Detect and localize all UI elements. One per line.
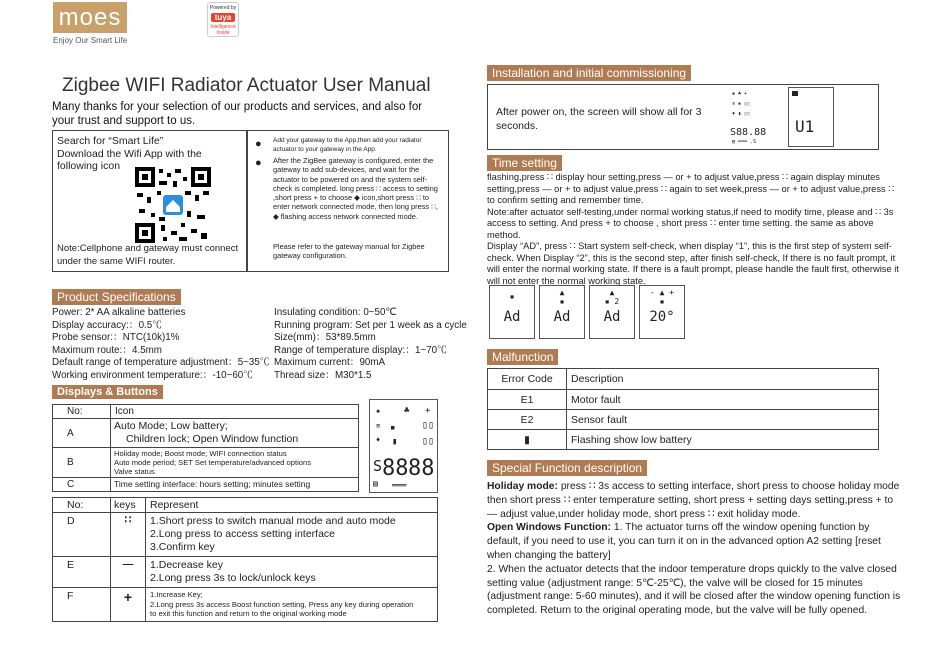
svg-text:S88.88: S88.88: [730, 127, 767, 138]
icon-row-line: Holiday mode; Boost mode; WIFI connection status: [114, 449, 287, 458]
time-setting-para: Display “AD”, press ∷ Start system self-check, when display “1”, this is the first step of system self-check. When Display “2”, this is the second step, after finish self-check, If there is no fault prompt, it will enter the normal working state. If there is a fault prompt, please handle the fault first, otherwise it will not enter the normal working state.: [487, 241, 899, 286]
spec-item: Running program: Set per 1 week as a cycle: [274, 319, 467, 331]
plus-key-icon: +: [111, 588, 146, 622]
holiday-mode-label: Holiday mode:: [487, 481, 558, 492]
malfunction-header: Malfunction: [487, 349, 558, 365]
bullet-dot-icon: ●: [255, 157, 262, 169]
svg-text:≋ ▪ ▯▯: ≋ ▪ ▯▯: [732, 101, 751, 107]
intro-text: Many thanks for your selection of our products and services, and also for your trust and support to us.: [52, 101, 423, 127]
svg-text:≋: ≋: [376, 422, 381, 430]
error-code: E1: [488, 390, 567, 410]
lcd-selfcheck-diagram: [539, 285, 585, 339]
icon-row-content: [111, 448, 359, 478]
svg-text:▪: ▪: [376, 407, 381, 415]
key-desc-line: 2.Long press to access setting interface: [150, 528, 336, 540]
time-setting-header: Time setting: [487, 155, 562, 171]
key-row-no: F: [53, 588, 111, 622]
keys-header-no: No:: [53, 498, 111, 513]
spec-item: Maximum current：90mA: [274, 357, 386, 369]
app-search-text: Search for “Smart Life”: [57, 135, 164, 147]
svg-text:+: +: [425, 406, 431, 416]
error-description: Motor fault: [567, 390, 879, 410]
installation-header: Installation and initial commissioning: [487, 65, 691, 81]
svg-text:▤: ▤: [373, 479, 378, 488]
battery-icon: ▮: [488, 430, 567, 450]
lcd-indicator-icon: ▲ ▪: [559, 288, 565, 306]
gateway-bullet-3: Please refer to the gateway manual for Zigbee gateway configuration.: [273, 242, 425, 261]
app-note-text: Note:Cellphone and gateway must connect under the same WIFI router.: [57, 243, 239, 267]
open-window-label: Open Windows Function:: [487, 522, 612, 534]
lcd-version-diagram: [788, 87, 834, 147]
svg-text:▪ ♣ +: ▪ ♣ +: [732, 91, 748, 97]
key-row-desc: [146, 557, 438, 588]
key-row-no: D: [53, 513, 111, 557]
time-setting-text: [487, 172, 903, 287]
icon-table-header-no: No:: [53, 405, 111, 419]
icon-row-no: C: [53, 478, 111, 492]
key-desc-line: to exit this function and return to the original working mode: [150, 609, 347, 618]
lcd-selfcheck-diagram: [589, 285, 635, 339]
spec-item: Size(mm)：53*89.5mm: [274, 332, 376, 344]
icon-row-line: Valve status: [114, 467, 155, 476]
qr-code-image: [135, 167, 211, 243]
key-row-desc: [146, 513, 438, 557]
spec-item: Insulating condition: 0~50℃: [274, 307, 397, 318]
minus-key-icon: —: [111, 557, 146, 588]
icon-table: [52, 404, 359, 492]
spec-item: Working environment temperature:：-10~60℃: [52, 369, 254, 381]
svg-text:88: 88: [408, 456, 435, 481]
holiday-mode-text: press ∷ 3s access to setting interface, short press to choose holiday mode then short press ∷ enter temperature setting, short press + setting days setting,press + to — adjust value,under holiday mode, short press ∷ exit holiday mode.: [487, 481, 900, 520]
svg-text:▯▯: ▯▯: [422, 420, 435, 431]
malfunction-header-desc: Description: [567, 369, 879, 390]
icon-table-header-icon: Icon: [111, 405, 359, 419]
tuya-sub: Intelligence Inside: [210, 24, 236, 36]
menu-key-icon: ∷: [111, 513, 146, 557]
app-download-text: Download the Wifi App with the following icon: [57, 147, 202, 172]
lcd-indicator-icon: - ▲ + ▪: [649, 288, 675, 306]
svg-text:♦: ♦: [376, 436, 381, 444]
key-row-no: E: [53, 557, 111, 588]
holiday-mode-para: [487, 480, 905, 521]
key-desc-line: 1.Increase Key;: [150, 590, 203, 599]
open-window-para-2: 2. When the actuator detects that the indoor temperature drops quickly to the valve closed setting value (adjustment range: 5℃-25℃), the valve will be closed for 15 minutes (adjustment range: 5-60 minutes), and it will be closed after the window opening function is completed. Return to the original operating mode, but the valve will be fully opened.: [487, 563, 901, 617]
malfunction-table: [487, 368, 879, 450]
bullet-dot-icon: ●: [255, 138, 262, 150]
open-window-text: 1. The actuator turns off the window opening function by default, if you need to use it, you can turn it on in the advanced option A2 setting [reset when changing the battery]: [487, 522, 881, 561]
lcd-text: Ad: [603, 309, 621, 325]
special-function-header: Special Function description: [487, 460, 647, 476]
keys-table: [52, 497, 438, 622]
time-setting-para: flashing,press ∷ display hour setting,press — or + to adjust value,press ∷ again display minutes setting,press — or + to adjust value,press ∷ again to set week,press — or + to adjust value,press ∷ to confirm setting and remember time.: [487, 172, 895, 205]
lcd-indicator-icon: ▪: [509, 292, 515, 301]
key-desc-line: 3.Confirm key: [150, 541, 215, 553]
installation-text: After power on, the screen will show all for 3 seconds.: [496, 106, 702, 132]
displays-buttons-header: Displays & Buttons: [52, 385, 163, 399]
svg-text:═══: ═══: [392, 481, 407, 490]
svg-text:▯▯: ▯▯: [422, 436, 435, 447]
lcd-all-on-diagram: [730, 87, 774, 145]
gateway-bullet-1: Add your gateway to the App,then add your radiator actuator to your gateway in the App.: [273, 137, 422, 153]
lcd-text: Ad: [503, 309, 521, 325]
keys-header-keys: keys: [111, 498, 146, 513]
page-title: Zigbee WIFI Radiator Actuator User Manual: [62, 75, 431, 96]
icon-row-content: [111, 419, 359, 448]
spec-item: Power: 2* AA alkaline batteries: [52, 307, 186, 318]
app-download-box: [52, 130, 248, 272]
error-code: E2: [488, 410, 567, 430]
spec-item: Range of temperature display:：1~70℃: [274, 344, 447, 356]
svg-text:♣: ♣: [404, 406, 410, 416]
lcd-text: 20°: [649, 309, 675, 325]
svg-text:♦ ▮ ▯▯: ♦ ▮ ▯▯: [732, 111, 751, 117]
key-desc-line: 2.Long press 3s to lock/unlock keys: [150, 572, 316, 584]
svg-text:S: S: [373, 457, 383, 475]
spec-item: Display accuracy:：0.5℃: [52, 319, 162, 331]
key-row-desc: [146, 588, 438, 622]
spec-item: Maximum route:：4.5mm: [52, 344, 162, 356]
lcd-text: Ad: [553, 309, 571, 325]
key-desc-line: 1.Decrease key: [150, 559, 223, 571]
icon-row-no: A: [53, 419, 111, 448]
tuya-wordmark: tuya: [211, 13, 235, 22]
installation-box: [487, 84, 879, 150]
spec-item: Probe sensor:：NTC(10k)1%: [52, 332, 180, 344]
lcd-indicator-icon: ▲ ▪ 2: [604, 288, 620, 306]
svg-text:U1: U1: [795, 117, 815, 136]
malfunction-header-code: Error Code: [488, 369, 567, 390]
special-function-text: [487, 480, 905, 618]
icon-row-no: B: [53, 448, 111, 478]
specs-right-list: [274, 307, 474, 383]
icon-row-line: Time setting interface: hours setting; minutes setting: [111, 478, 359, 492]
open-window-para: [487, 521, 905, 562]
icon-row-line: Auto Mode; Low battery;: [114, 420, 228, 432]
tuya-powered-label: Powered by: [209, 5, 237, 11]
time-setting-para: Note:after actuator self-testing,under normal working status,if need to modify time, please and ∷ 3s access to setting. And press + to choose , short press ∷ enter time setting. the same as above method.: [487, 206, 894, 240]
error-description: Flashing show low battery: [567, 430, 879, 450]
keys-header-represent: Represent: [146, 498, 438, 513]
spec-item: Default range of temperature adjustment：5~35℃: [52, 357, 270, 369]
icon-row-line: Auto mode period; SET Set temperature/advanced options: [114, 458, 311, 467]
error-description: Sensor fault: [567, 410, 879, 430]
gateway-instructions-box: [246, 130, 449, 272]
lcd-segments-icon: [370, 400, 437, 492]
svg-text:▪: ▪: [390, 423, 396, 433]
lcd-selfcheck-diagram: [489, 285, 535, 339]
moes-logo: moes: [53, 2, 127, 33]
svg-text:▮: ▮: [392, 437, 398, 447]
tuya-badge: [207, 2, 239, 37]
spec-item: Thread size：M30*1.5: [274, 369, 372, 381]
icon-row-line: Children lock; Open Window function: [126, 433, 299, 445]
brand-tagline: Enjoy Our Smart Life: [53, 36, 128, 45]
svg-text:88: 88: [382, 456, 409, 481]
specs-left-list: [52, 307, 277, 383]
svg-text:▤ ═══ .S: ▤ ═══ .S: [732, 139, 757, 145]
lcd-selfcheck-diagram: [639, 285, 685, 339]
lcd-full-display-diagram: [369, 399, 438, 493]
product-specs-header: Product Specifications: [52, 289, 181, 305]
key-desc-line: 1.Short press to switch manual mode and auto mode: [150, 515, 396, 527]
key-desc-line: 2.Long press 3s access Boost function setting, Press any key during operation: [150, 599, 414, 609]
gateway-bullet-2: After the ZigBee gateway is configured, enter the gateway to add sub-devices, and wait for the actuator to be powered on and the system self-check is completed. long press ∷ access to setting ,short press + to choose ◆ icon,short press ∷ to enter network connected mode, then long press ∷, ◆ flashing access network connected mode.: [273, 156, 438, 221]
